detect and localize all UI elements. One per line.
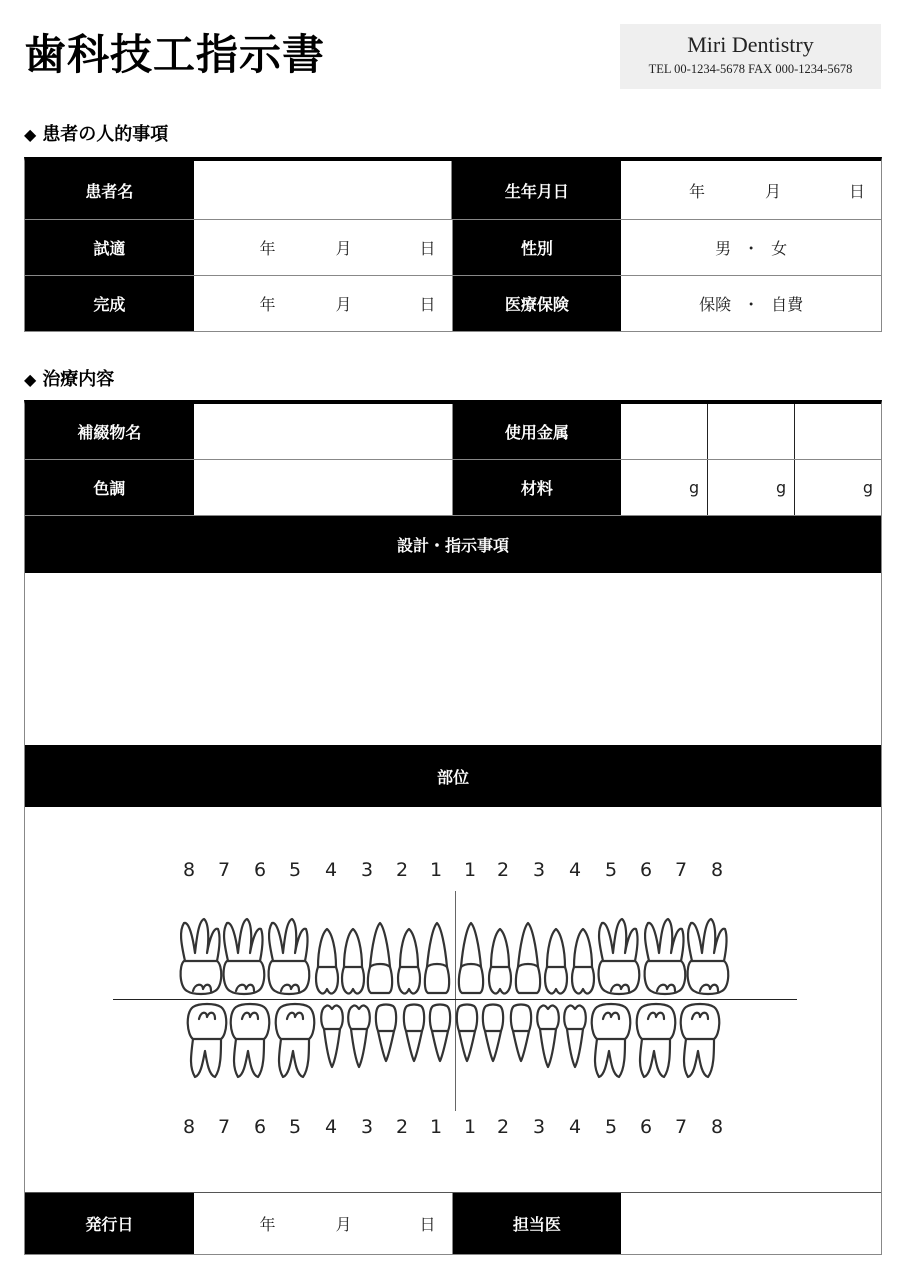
- section-heading-patient: [24, 120, 168, 146]
- year-unit: 年: [259, 1215, 276, 1234]
- tooth-number: 7: [217, 859, 231, 881]
- tooth-number: 7: [217, 1116, 231, 1138]
- site-header: 部位: [25, 745, 881, 807]
- try-in-label: 試適: [25, 220, 194, 275]
- tooth-number: 7: [674, 1116, 688, 1138]
- tooth-chart: [25, 807, 881, 1192]
- tooth-number: 2: [395, 859, 409, 881]
- month-unit: 月: [764, 181, 781, 201]
- patient-info-table: [24, 157, 882, 332]
- upper-right-teeth: [181, 919, 450, 994]
- table-row: [25, 220, 881, 276]
- design-instructions-header: 設計・指示事項: [25, 516, 881, 573]
- gender-option-male[interactable]: 男: [715, 239, 732, 258]
- shade-field[interactable]: [194, 460, 453, 515]
- prosthesis-name-label: 補綴物名: [25, 404, 194, 459]
- try-in-date-field[interactable]: [194, 220, 453, 275]
- metal-fields: [621, 404, 881, 459]
- table-row: [25, 161, 881, 220]
- tooth-number: 1: [429, 1116, 443, 1138]
- month-unit: 月: [335, 1215, 352, 1234]
- tooth-number: 8: [710, 859, 724, 881]
- issue-date-field[interactable]: [194, 1193, 453, 1254]
- tooth-number: 2: [395, 1116, 409, 1138]
- tooth-number: 6: [639, 859, 653, 881]
- insurance-option-self-pay[interactable]: 自費: [771, 295, 804, 314]
- patient-name-field[interactable]: [194, 161, 453, 219]
- insurance-label: 医療保険: [453, 276, 622, 331]
- lower-right-teeth: [188, 1004, 450, 1077]
- day-unit: 日: [419, 1215, 436, 1234]
- tooth-number: 5: [288, 859, 302, 881]
- page-title: 歯科技工指示書: [24, 30, 326, 79]
- upper-left-teeth: [459, 919, 728, 994]
- issue-date-label: 発行日: [25, 1193, 194, 1254]
- tooth-number: 4: [324, 859, 338, 881]
- prosthesis-name-field[interactable]: [194, 404, 453, 459]
- month-unit: 月: [335, 295, 352, 314]
- gender-field[interactable]: [621, 220, 881, 275]
- diamond-bullet-icon: ◆: [24, 125, 37, 144]
- section-heading-treatment: [24, 365, 114, 391]
- day-unit: 日: [848, 181, 865, 201]
- diamond-bullet-icon: ◆: [24, 370, 37, 389]
- clinic-info-box: [620, 24, 881, 89]
- day-unit: 日: [419, 239, 436, 258]
- table-row: [25, 404, 881, 460]
- birthdate-field[interactable]: [621, 161, 881, 219]
- design-instructions-field[interactable]: [25, 573, 881, 745]
- tooth-number: 6: [253, 1116, 267, 1138]
- metal-field-1[interactable]: [621, 404, 707, 459]
- section-heading-text: 患者の人的事項: [42, 124, 169, 145]
- metal-field-3[interactable]: [794, 404, 881, 459]
- treatment-table: [24, 400, 882, 1255]
- tooth-number: 2: [496, 1116, 510, 1138]
- birthdate-label: 生年月日: [452, 161, 621, 219]
- insurance-option-insured[interactable]: 保険: [699, 295, 732, 314]
- table-row: [25, 276, 881, 331]
- tooth-number: 6: [639, 1116, 653, 1138]
- year-unit: 年: [259, 239, 276, 258]
- gender-option-female[interactable]: 女: [771, 239, 788, 258]
- material-field-3[interactable]: [794, 460, 881, 515]
- lower-left-teeth: [457, 1004, 719, 1077]
- material-fields: [621, 460, 881, 515]
- clinic-name: Miri Dentistry: [687, 32, 814, 57]
- clinic-contact: TEL 00-1234-5678 FAX 000-1234-5678: [648, 62, 853, 76]
- tooth-number: 8: [182, 859, 196, 881]
- gender-label: 性別: [453, 220, 622, 275]
- doctor-field[interactable]: [621, 1193, 881, 1254]
- tooth-number: 1: [463, 1116, 477, 1138]
- tooth-number: 2: [496, 859, 510, 881]
- table-row: [25, 1192, 881, 1254]
- tooth-number: 1: [429, 859, 443, 881]
- tooth-number: 5: [604, 859, 618, 881]
- completion-date-field[interactable]: [194, 276, 453, 331]
- tooth-number: 5: [288, 1116, 302, 1138]
- tooth-number: 1: [463, 859, 477, 881]
- material-label: 材料: [453, 460, 622, 515]
- material-field-1[interactable]: [621, 460, 707, 515]
- tooth-number: 3: [360, 859, 374, 881]
- metal-label: 使用金属: [453, 404, 622, 459]
- tooth-number: 6: [253, 859, 267, 881]
- completion-label: 完成: [25, 276, 194, 331]
- tooth-number: 4: [324, 1116, 338, 1138]
- tooth-number: 4: [568, 859, 582, 881]
- gram-unit: g: [775, 478, 787, 497]
- year-unit: 年: [688, 181, 705, 201]
- separator: ・: [743, 239, 760, 258]
- tooth-number: 3: [360, 1116, 374, 1138]
- tooth-number: 3: [532, 1116, 546, 1138]
- separator: ・: [743, 295, 760, 314]
- tooth-number: 5: [604, 1116, 618, 1138]
- month-unit: 月: [335, 239, 352, 258]
- patient-name-label: 患者名: [25, 161, 194, 219]
- insurance-field[interactable]: [621, 276, 881, 331]
- year-unit: 年: [259, 295, 276, 314]
- lower-tooth-numbers: [25, 1116, 881, 1140]
- tooth-number: 3: [532, 859, 546, 881]
- metal-field-2[interactable]: [707, 404, 794, 459]
- table-row: [25, 460, 881, 516]
- tooth-number: 7: [674, 859, 688, 881]
- shade-label: 色調: [25, 460, 194, 515]
- gram-unit: g: [689, 478, 700, 497]
- section-heading-text: 治療内容: [42, 369, 115, 390]
- material-field-2[interactable]: [707, 460, 794, 515]
- doctor-label: 担当医: [453, 1193, 622, 1254]
- tooth-number: 4: [568, 1116, 582, 1138]
- tooth-number: 8: [182, 1116, 196, 1138]
- day-unit: 日: [419, 295, 436, 314]
- tooth-number: 8: [710, 1116, 724, 1138]
- gram-unit: g: [862, 478, 874, 497]
